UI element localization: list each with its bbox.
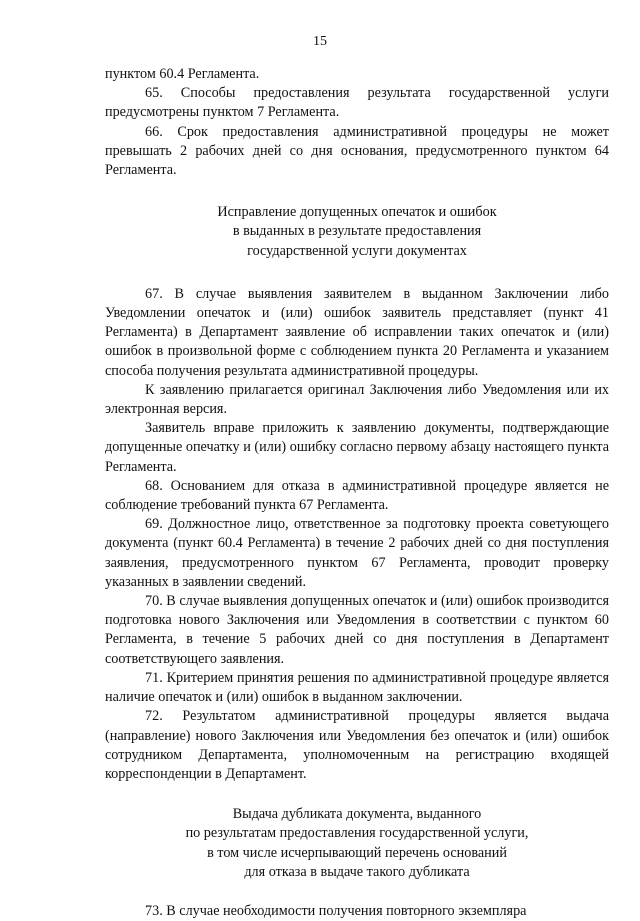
paragraph-71: 71. Критерием принятия решения по административной процедуре является наличие опечаток и (или) ошибок в выданном заключении. [105, 669, 609, 706]
paragraph-continuation: пунктом 60.4 Регламента. [105, 66, 260, 82]
heading-line: Исправление допущенных опечаток и ошибок [217, 204, 497, 221]
paragraph-65: 65. Способы предоставления результата государственной услуги предусмотрены пунктом 7 Регламента. [105, 85, 609, 121]
paragraph-67-attachment: К заявлению прилагается оригинал Заключения либо Уведомления или их электронная версия. [105, 381, 609, 418]
heading-line: по результатам предоставления государственной услуги, [185, 825, 529, 842]
spacer [105, 882, 609, 902]
paragraph-67: 67. В случае выявления заявителем в выданном Заключении либо Уведомлении опечаток и (или) ошибок заявитель представляет (пункт 41 Регламента) в Департамент заявление об исправлении таких опечаток и (или) ошибок в произвольной форме с соблюдением пункта 20 Регламента и указанием способа получения результата административной процедуры. [105, 285, 609, 379]
paragraph-67-documents: Заявитель вправе приложить к заявлению документы, подтверждающие допущенные опечатку и (или) ошибку согласно первому абзацу настоящего пункта Регламента. [105, 420, 609, 475]
heading-line: государственной услуги документах [247, 242, 467, 259]
heading-line: Выдача дубликата документа, выданного [232, 806, 482, 823]
paragraph-70: 70. В случае выявления допущенных опечаток и (или) ошибок производится подготовка нового Заключения или Уведомления в соответствии с пунктом 60 Регламента, в течение 5 рабочих дней со дня поступления в Департамент соответствующего заявления. [105, 593, 609, 667]
paragraph-69: 69. Должностное лицо, ответственное за подготовку проекта советующего документа (пункт 60.4 Регламента) в течение 2 рабочих дней со дня поступления заявления, предусмотренного пунктом 67 Регламента, проводит проверку указанных в заявлении сведений. [105, 516, 609, 590]
section-heading-corrections [105, 203, 609, 261]
document-body [105, 65, 609, 921]
spacer [105, 261, 609, 285]
heading-line: в том числе исчерпывающий перечень оснований [207, 844, 507, 861]
paragraph-68: 68. Основанием для отказа в административной процедуре является не соблюдение требований пункта 67 Регламента. [105, 477, 609, 514]
heading-line: для отказа в выдаче такого дубликата [244, 863, 470, 880]
page-number: 15 [313, 34, 327, 49]
heading-line: в выданных в результате предоставления [232, 223, 482, 240]
paragraph-72: 72. Результатом административной процедуры является выдача (направление) нового Заключения или Уведомления без опечаток и (или) ошибок сотрудником Департамента, уполномоченным на регистрацию входящей корреспонденции в Департамент. [105, 708, 609, 782]
spacer [105, 784, 609, 805]
paragraph-73: 73. В случае необходимости получения повторного экземпляра [145, 902, 527, 919]
spacer [105, 180, 609, 203]
section-heading-duplicate [105, 805, 609, 882]
paragraph-66: 66. Срок предоставления административной процедуры не может превышать 2 рабочих дней со дня основания, предусмотренного пунктом 64 Регламента. [105, 123, 609, 179]
